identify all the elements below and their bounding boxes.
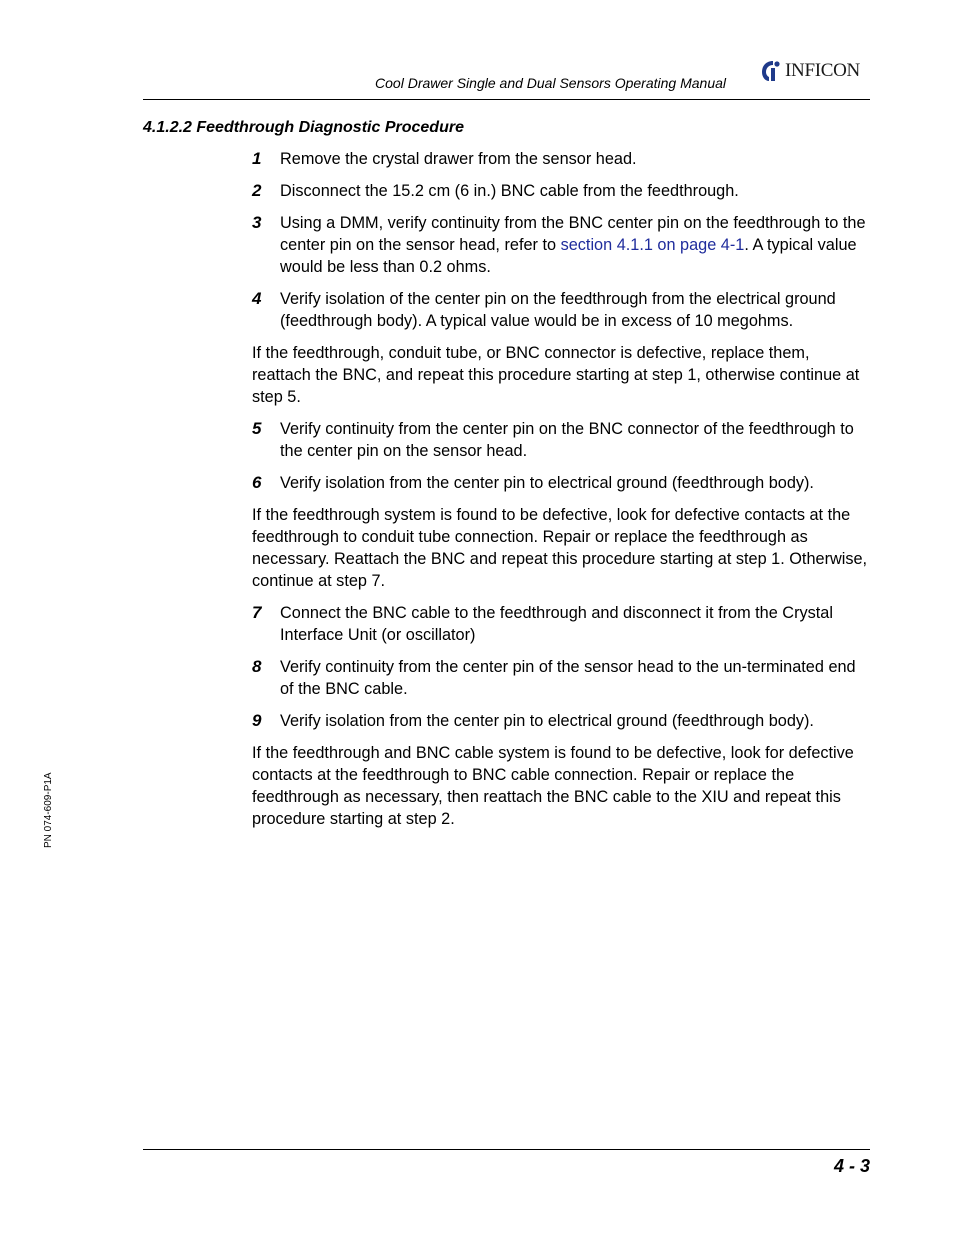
step-text: Disconnect the 15.2 cm (6 in.) BNC cable from the feedthrough. [280,182,739,200]
step-7 [252,602,870,646]
step-1 [252,148,870,170]
step-text: Verify isolation from the center pin to electrical ground (feedthrough body). [280,712,814,730]
step-text: Verify continuity from the center pin on the BNC connector of the feedthrough to the center pin on the sensor head. [280,420,854,460]
step-text: Connect the BNC cable to the feedthrough and disconnect it from the Crystal Interface Unit (or oscillator) [280,604,833,644]
step-text: Remove the crystal drawer from the sensor head. [280,150,637,168]
step-8 [252,656,870,700]
part-number: PN 074-609-P1A [43,772,54,848]
procedure-content [252,148,870,840]
step-number: 2 [252,181,262,200]
footer-rule [143,1149,870,1150]
step-number: 4 [252,289,262,308]
step-text-continued: . A typical value would be less than 0.2 ohms. [280,236,857,276]
step-number: 9 [252,711,262,730]
step-number: 8 [252,657,262,676]
step-9 [252,710,870,732]
section-reference-link[interactable]: section 4.1.1 on page 4-1 [560,236,745,254]
paragraph-2: If the feedthrough system is found to be defective, look for defective contacts at the feedthrough to conduit tube connection. Repair or replace the feedthrough as necessary. Reattach the BNC and repeat this procedure starting at step 1. Otherwise, continue at step 7. [252,506,868,590]
page-number: 4 - 3 [833,1156,870,1176]
section-heading: 4.1.2.2 Feedthrough Diagnostic Procedure [143,119,464,136]
logo-text: INFICON [785,60,860,81]
step-text: Verify continuity from the center pin of the sensor head to the un-terminated end of the BNC cable. [280,658,856,698]
step-number: 7 [252,603,262,622]
step-number: 6 [252,473,262,492]
header-rule [143,99,870,100]
step-text: Using a DMM, verify continuity from the BNC center pin on the feedthrough to the center pin on the sensor head, refer to [280,214,866,254]
paragraph-1: If the feedthrough, conduit tube, or BNC connector is defective, replace them, reattach the BNC, and repeat this procedure starting at step 1, otherwise continue at step 5. [252,344,860,406]
step-text: Verify isolation of the center pin on the feedthrough from the electrical ground (feedthrough body). A typical value would be in excess of 10 megohms. [280,290,836,330]
step-6 [252,472,870,494]
step-5 [252,418,870,462]
step-3 [252,212,870,278]
paragraph-3: If the feedthrough and BNC cable system is found to be defective, look for defective contacts at the feedthrough to BNC cable connection. Repair or replace the feedthrough as necessary, then reattach the BNC cable to the XIU and repeat this procedure starting at step 2. [252,744,854,828]
inficon-logo-mark-icon [760,59,782,83]
step-number: 1 [252,149,262,168]
header-title: Cool Drawer Single and Dual Sensors Operating Manual [375,75,726,91]
inficon-logo [760,58,860,84]
step-number: 5 [252,419,262,438]
step-2 [252,180,870,202]
step-number: 3 [252,213,262,232]
step-text: Verify isolation from the center pin to electrical ground (feedthrough body). [280,474,814,492]
step-4 [252,288,870,332]
